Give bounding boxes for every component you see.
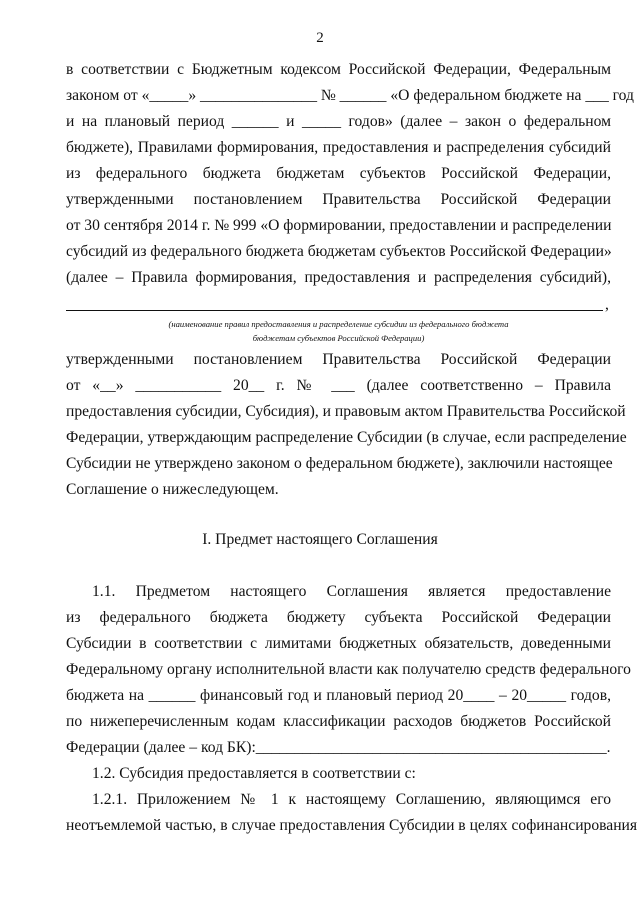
section-heading: I. Предмет настоящего Соглашения (202, 531, 438, 548)
text-line: от 30 сентября 2014 г. № 999 «О формировании, предоставлении и распределении (66, 217, 612, 234)
text-line: утвержденными постановлением Правительства Российской Федерации (66, 191, 611, 208)
page-number: 2 (316, 30, 324, 46)
text-line: Субсидии в соответствии с лимитами бюджетных обязательств, доведенными (66, 635, 611, 652)
text-line: 1.1. Предметом настоящего Соглашения является предоставление (92, 583, 611, 600)
text-line: из федерального бюджета бюджетам субъектов Российской Федерации, (66, 165, 611, 182)
text-line: бюджете), Правилами формирования, предоставления и распределения субсидий (66, 139, 611, 156)
text-line: и на плановый период ______ и _____ годов» (далее – закон о федеральном (66, 113, 611, 130)
text-line: Субсидии не утверждено законом о федеральном бюджете), заключили настоящее (66, 455, 613, 472)
text-line: Соглашение о нижеследующем. (66, 481, 279, 498)
text-line: Федерации, утверждающим распределение Субсидии (в случае, если распределение (66, 429, 627, 446)
text-line: 1.2. Субсидия предоставляется в соответствии с: (92, 765, 416, 782)
text-line: 1.2.1. Приложением № 1 к настоящему Соглашению, являющимся его (92, 791, 611, 808)
text-line: Федерации (далее – код БК):_____________________________________________. (66, 739, 611, 756)
text-line: бюджета на ______ финансовый год и плановый период 20____ – 20_____ годов, (66, 687, 611, 704)
text-line: в соответствии с Бюджетным кодексом Российской Федерации, Федеральным (66, 61, 611, 78)
text-line: неотъемлемой частью, в случае предоставления Субсидии в целях софинансирования (66, 817, 638, 834)
footnote-line: (наименование правил предоставления и распределение субсидии из федерального бюджета (168, 319, 509, 329)
footnote-line: бюджетам субъектов Российской Федерации) (252, 333, 425, 343)
text-line: от «__» ___________ 20__ г. № ___ (далее соответственно – Правила (66, 377, 611, 394)
text-line: законом от «_____» _______________ № ______ «О федеральном бюджете на ___ год (66, 87, 634, 104)
text-line: (далее – Правила формирования, предоставления и распределения субсидий), (66, 269, 611, 286)
trailing-comma: , (605, 296, 609, 313)
text-line: субсидий из федерального бюджета бюджетам субъектов Российской Федерации» (66, 243, 612, 260)
text-line: утвержденными постановлением Правительства Российской Федерации (66, 351, 611, 368)
fill-in-rule (66, 310, 603, 311)
text-line: Федеральному органу исполнительной власти как получателю средств федерального (66, 661, 631, 678)
text-line: из федерального бюджета бюджету субъекта Российской Федерации (66, 609, 611, 626)
text-line: по нижеперечисленным кодам классификации расходов бюджетов Российской (66, 713, 611, 730)
text-line: предоставления субсидии, Субсидия), и правовым актом Правительства Российской (66, 403, 626, 420)
